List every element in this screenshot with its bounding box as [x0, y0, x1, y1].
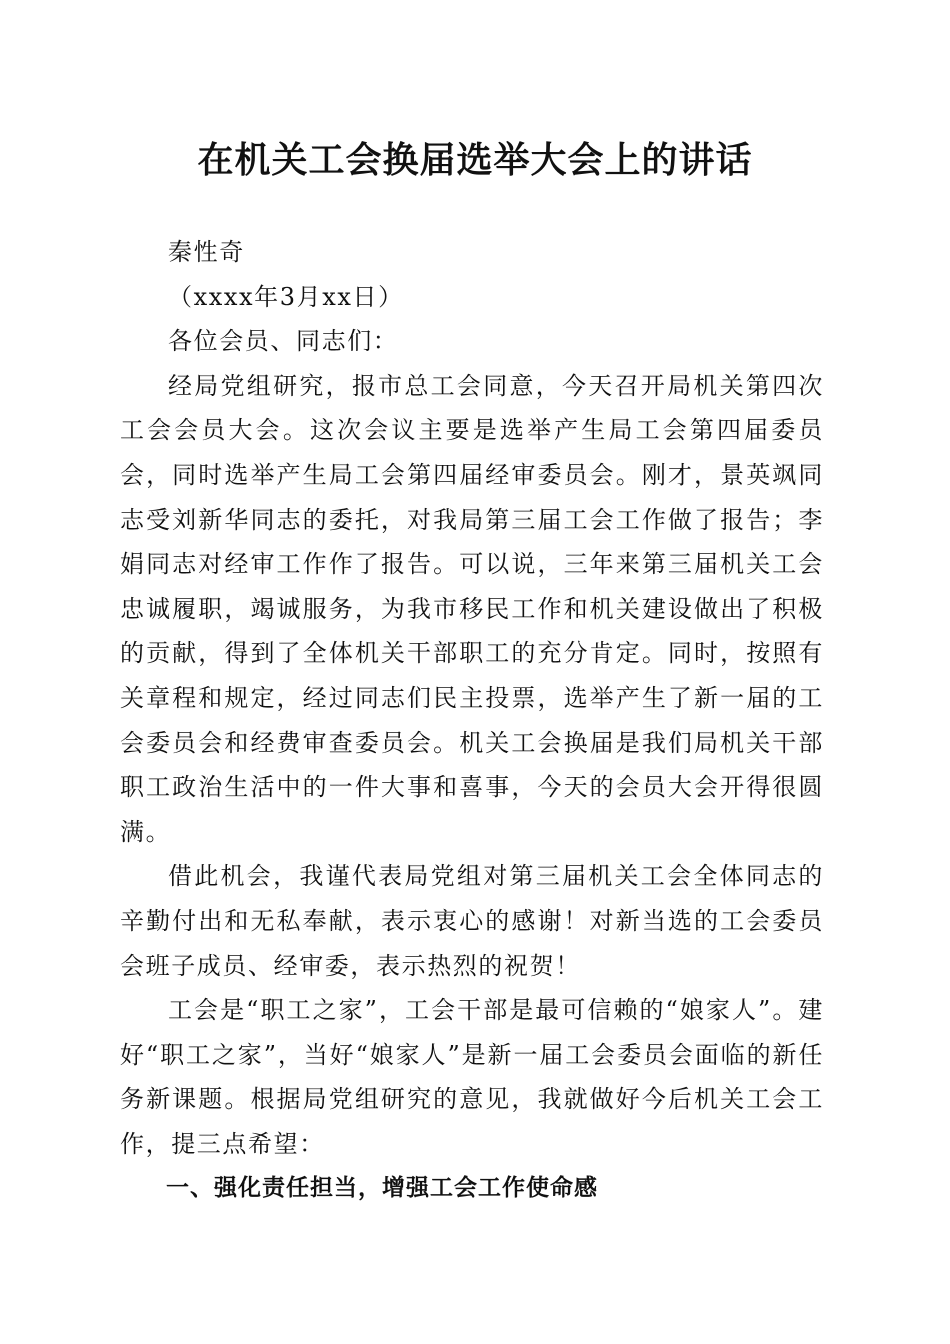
- document-title: 在机关工会换届选举大会上的讲话: [197, 139, 753, 181]
- salutation: 各位会员、同志们：: [168, 327, 399, 356]
- document-body: [120, 230, 824, 1211]
- paragraph-1: 经局党组研究，报市总工会同意，今天召开局机关第四次工会会员大会。这次会议主要是选举产生局工会第四届委员会，同时选举产生局工会第四届经审委员会。刚才，景英飒同志受刘新华同志的委托，对我局第三届工会工作做了报告；李娟同志对经审工作作了报告。可以说，三年来第三届机关工会忠诚履职，竭诚服务，为我市移民工作和机关建设做出了积极的贡献，得到了全体机关干部职工的充分肯定。同时，按照有关章程和规定，经过同志们民主投票，选举产生了新一届的工会委员会和经费审查委员会。机关工会换届是我们局机关干部职工政治生活中的一件大事和喜事，今天的会员大会开得很圆满。: [120, 371, 824, 846]
- paragraph-3: 工会是“职工之家”，工会干部是最可信赖的“娘家人”。建好“职工之家”，当好“娘家人”是新一届工会委员会面临的新任务新课题。根据局党组研究的意见，我就做好今后机关工会工作，提三点希望：: [120, 996, 824, 1158]
- author-line: 秦性奇: [168, 238, 245, 266]
- date-line: （xxxx年3月xx日）: [168, 282, 404, 311]
- paragraph-2: 借此机会，我谨代表局党组对第三届机关工会全体同志的辛勤付出和无私奉献，表示衷心的感谢！对新当选的工会委员会班子成员、经审委，表示热烈的祝贺！: [120, 862, 824, 980]
- section-heading-1: 一、强化责任担当，增强工会工作使命感: [166, 1175, 598, 1202]
